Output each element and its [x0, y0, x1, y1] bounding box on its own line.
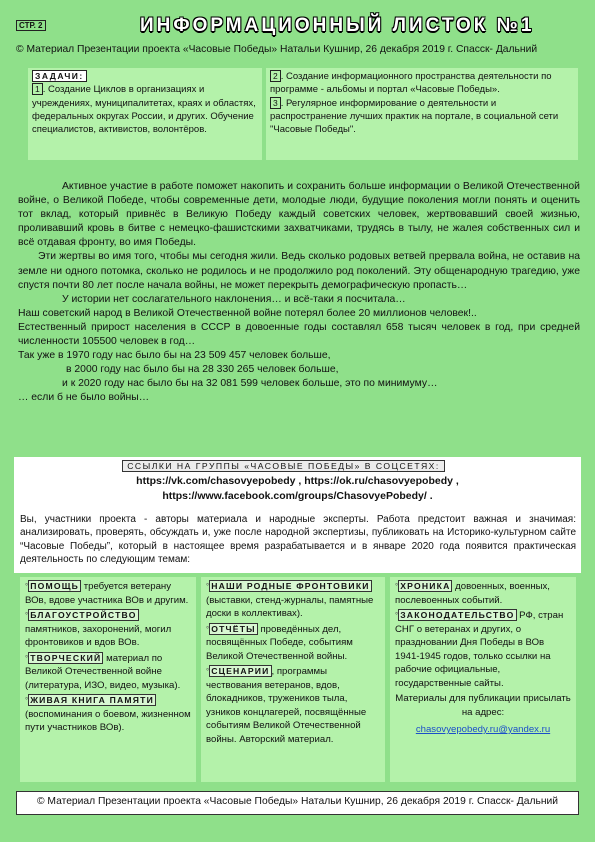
tasks-panel-left [28, 68, 262, 160]
task-item-3: 3 . Регулярное информирование о деятельности и распространение лучших практик на портале, в социальной сети "Часовые Победы". [270, 97, 559, 136]
topics-column-3 [390, 577, 576, 782]
paragraph: в 2000 году нас было бы на 28 330 265 человек больше, [66, 364, 339, 376]
task-number-3: 3 [270, 97, 281, 109]
topics-column-1 [20, 577, 196, 782]
tasks-heading: ЗАДАЧИ: [32, 70, 258, 83]
paragraph: Эти жертвы во имя того, чтобы мы сегодня жили. Ведь сколько родовых ветвей прервала война, не оставив на земле ни одного потомка, сколько не родилось и не продолжило род поколений. Эту общенародную трагедию, уже спустя почти 80 лет после начала войны, не может перекрыть демографическую пропасть… [18, 251, 580, 291]
paragraph: Активное участие в работе поможет накопить и сохранить больше информации о Великой Отечественной войне, о Великой Победе, чтобы современные дети, молодые люди, будущие поколения могли понять и оценить тот вклад, который привнёс в Великую Победу каждый советских человек, жертвовавший своей жизнью, проливавший кровь в битве с немецко-фашистскими захватчиками, трудясь в тылу, не жалея собственных сил и всё отдавая фронту, во имя Победы. [18, 181, 580, 249]
submission-note: Материалы для публикации присылать на адрес: [395, 693, 571, 718]
tasks-panel-right [266, 68, 578, 160]
task-item-2: 2 . Создание информационного пространства деятельности по программе - альбомы и портал «Часовые Победы». [270, 71, 552, 96]
paragraph: Наш советский народ в Великой Отечественной войне потерял более 20 миллионов человек!.. [18, 307, 477, 319]
page-title: ИНФОРМАЦИОННЫЙ ЛИСТОК №1 [140, 15, 535, 36]
topic-item: ° ЖИВАЯ КНИГА ПАМЯТИ (воспоминания о боевом, жизненном пути участников ВОв). [25, 695, 191, 733]
paragraph: У истории нет сослагательного наклонения… и всё-таки я посчитала… [62, 293, 406, 305]
task-number-2: 2 [270, 70, 281, 82]
topic-item: ° НАШИ РОДНЫЕ ФРОНТОВИКИ (выставки, стенд-журналы, памятные доски в коллективах). [206, 581, 374, 619]
task-item-1: 1 . Создание Циклов в организациях и учреждениях, муниципалитетах, краях и областях, федеральных округах России, и других. Обучение специалистов, активистов, волонтёров. [32, 84, 256, 136]
topic-item: ° ПОМОЩЬ требуется ветерану ВОв, вдове участника ВОв и другим. [25, 581, 189, 606]
links-heading: ССЫЛКИ НА ГРУППЫ «ЧАСОВЫЕ ПОБЕДЫ» В СОЦСЕТЯХ: [0, 461, 567, 471]
copyright-footer: © Материал Презентации проекта «Часовые Победы» Натальи Кушнир, 26 декабря 2019 г. Спасск- Дальний [36, 796, 559, 807]
paragraph: Естественный прирост населения в СССР в довоенные годы составлял 658 тысяч человек в год, при средней численности 105500 человек в год… [18, 321, 580, 348]
task-number-1: 1 [32, 83, 43, 95]
topics-column-2 [201, 577, 385, 782]
topic-item: ° ТВОРЧЕСКИЙ материал по Великой Отечественной войне (литература, ИЗО, видео, музыка). [25, 652, 181, 691]
topic-item: ° СЦЕНАРИИ , программы чествования ветеранов, вдов, блокадников, тружеников тыла, узников концлагерей, посвящённые событиям Великой Отечественной войны. Авторский материал. [206, 666, 367, 745]
email-link[interactable]: chasovyepobedy.ru@yandex.ru [415, 724, 551, 735]
page-number: СТР. 2 [16, 20, 46, 31]
experts-paragraph: Вы, участники проекта - авторы материала и народные эксперты. Работа предстоит важная и значимая: анализировать, проверять, обсуждать и, уже после народной экспертизы, публиковать на Историко-культурном сайте “Часовые Победы”, который в настоящее время разрабатывается и в январе 2020 года появится практическая деятельность по следующим темам: [20, 514, 576, 565]
paragraph: … если б не было войны… [18, 392, 150, 404]
topic-item: ° ХРОНИКА довоенных, военных, послевоенных событий. [395, 581, 550, 606]
topic-item: ° БЛАГОУСТРОЙСТВО памятников, захоронений, могил фронтовиков и вдов ВОв. [25, 610, 172, 648]
paragraph: и к 2020 году нас было бы на 32 081 599 человек больше, это по минимуму… [62, 378, 438, 390]
social-links-line-2[interactable]: https://www.facebook.com/groups/ChasovyePobedy/ . [162, 490, 433, 502]
social-links-line-1[interactable]: https://vk.com/chasovyepobedy , https://ok.ru/chasovyepobedy , [136, 475, 459, 487]
topic-item: ° ЗАКОНОДАТЕЛЬСТВО РФ, стран СНГ о ветеранах и других, о праздновании Дня Победы в ВОв 1941-1945 годов, только ссылки на рабочие официальные, государственные сайты. [395, 610, 564, 689]
copyright-header: © Материал Презентации проекта «Часовые Победы» Натальи Кушнир, 26 декабря 2019 г. Спасск- Дальний [16, 44, 538, 55]
main-article [18, 180, 580, 406]
topic-item: ° ОТЧЁТЫ проведённых дел, посвящённых Победе, событиям Великой Отечественной войны. [206, 623, 353, 662]
paragraph: Так уже в 1970 году нас было бы на 23 509 457 человек больше, [18, 350, 331, 362]
